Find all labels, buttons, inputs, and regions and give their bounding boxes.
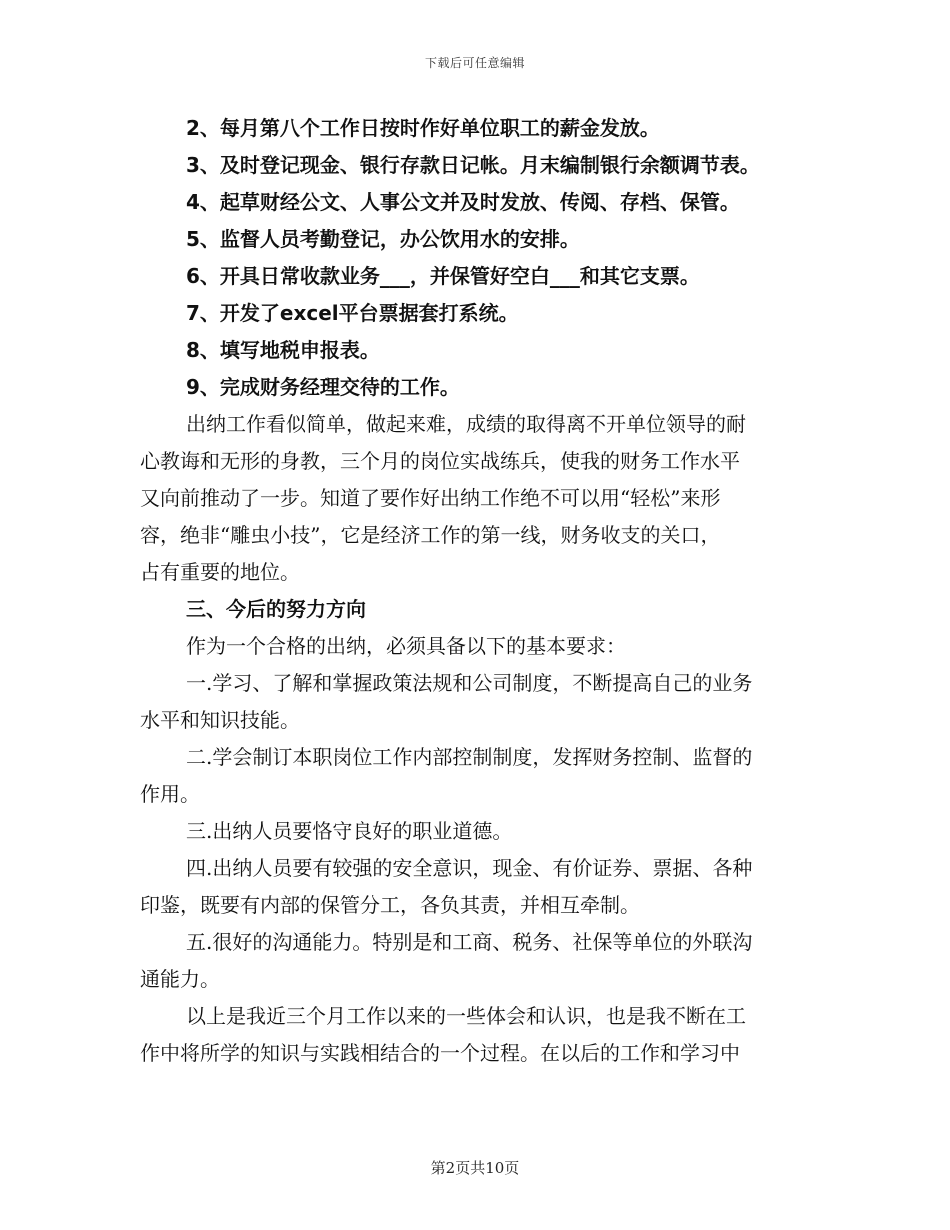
closing-line: 作中将所学的知识与实践相结合的一个过程。在以后的工作和学习中 <box>140 1041 740 1065</box>
requirement-line: 三.出纳人员要恪守良好的职业道德。 <box>186 819 513 843</box>
requirement-line: 通能力。 <box>140 967 220 991</box>
document-body <box>140 110 810 1072</box>
list-item: 5、监督人员考勤登记，办公饮用水的安排。 <box>186 227 580 251</box>
list-item: 9、完成财务经理交待的工作。 <box>186 375 460 399</box>
page-header: 下载后可任意编辑 <box>424 56 525 70</box>
list-item: 4、起草财经公文、人事公文并及时发放、传阅、存档、保管。 <box>186 190 740 214</box>
paragraph-line: 占有重要的地位。 <box>140 560 300 584</box>
paragraph-line: 容，绝非“雕虫小技”，它是经济工作的第一线，财务收支的关口， <box>140 523 721 547</box>
list-item: 3、及时登记现金、银行存款日记帐。月末编制银行余额调节表。 <box>186 153 760 177</box>
intro-line: 作为一个合格的出纳，必须具备以下的基本要求： <box>186 634 626 658</box>
section-heading: 三、今后的努力方向 <box>186 597 366 621</box>
requirement-line: 一.学习、了解和掌握政策法规和公司制度，不断提高自己的业务 <box>186 671 753 695</box>
requirement-line: 作用。 <box>140 782 200 806</box>
page-footer: 第2页共10页 <box>430 1159 520 1177</box>
list-item: 2、每月第八个工作日按时作好单位职工的薪金发放。 <box>186 116 660 140</box>
requirement-line: 五.很好的沟通能力。特别是和工商、税务、社保等单位的外联沟 <box>186 930 753 954</box>
paragraph-line: 心教诲和无形的身教，三个月的岗位实战练兵，使我的财务工作水平 <box>140 449 740 473</box>
requirement-line: 二.学会制订本职岗位工作内部控制制度，发挥财务控制、监督的 <box>186 745 753 769</box>
closing-line: 以上是我近三个月工作以来的一些体会和认识，也是我不断在工 <box>186 1004 746 1028</box>
list-item: 7、开发了excel平台票据套打系统。 <box>186 301 519 325</box>
requirement-line: 水平和知识技能。 <box>140 708 300 732</box>
requirement-line: 印鉴，既要有内部的保管分工，各负其责，并相互牵制。 <box>140 893 640 917</box>
requirement-line: 四.出纳人员要有较强的安全意识，现金、有价证券、票据、各种 <box>186 856 753 880</box>
list-item: 8、填写地税申报表。 <box>186 338 380 362</box>
paragraph-line: 又向前推动了一步。知道了要作好出纳工作绝不可以用“轻松”来形 <box>140 486 721 510</box>
paragraph-line: 出纳工作看似简单，做起来难，成绩的取得离不开单位领导的耐 <box>186 412 746 436</box>
list-item: 6、开具日常收款业务___，并保管好空白___和其它支票。 <box>186 264 700 288</box>
